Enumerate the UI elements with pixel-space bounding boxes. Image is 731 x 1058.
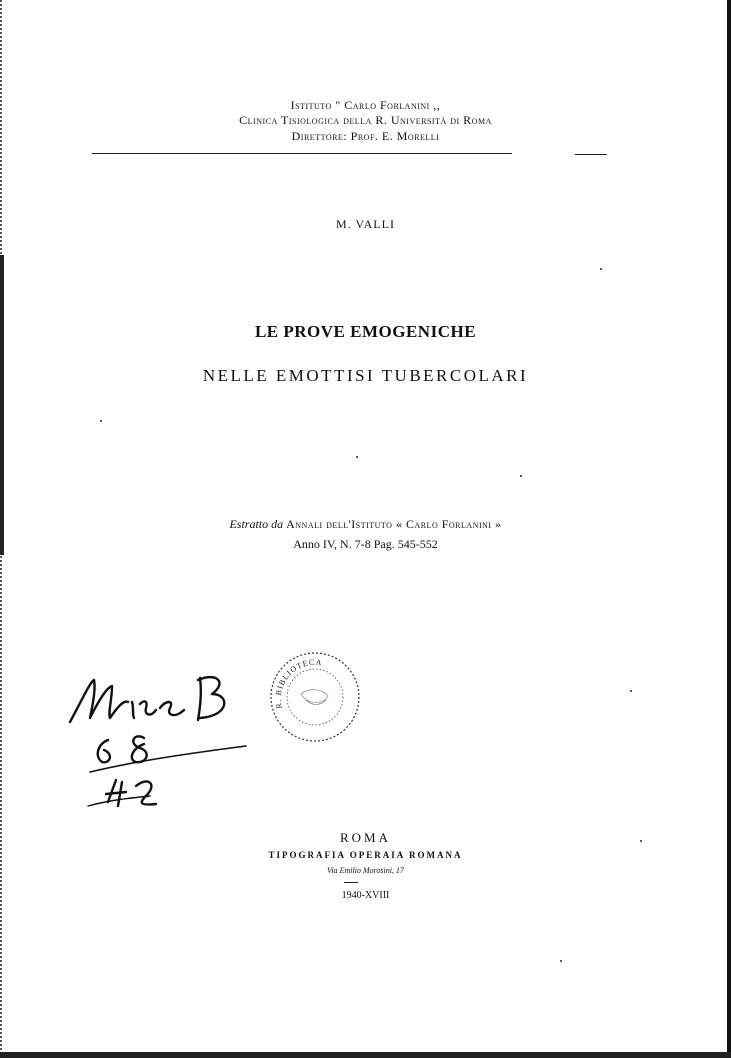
publisher-name: TIPOGRAFIA OPERAIA ROMANA <box>268 850 463 860</box>
extract-source: Annali dell'Istituto « Carlo Forlanini » <box>286 517 502 531</box>
scan-speck <box>600 268 602 270</box>
extract-prefix: Estratto da <box>229 517 284 531</box>
publisher-rule <box>344 882 358 883</box>
header-director: Direttore: Prof. E. Morelli <box>291 129 440 143</box>
scan-speck <box>560 960 562 962</box>
publisher-city: ROMA <box>339 830 391 845</box>
header-institute: Istituto " Carlo Forlanini ,, <box>290 98 441 112</box>
scan-speck <box>630 690 632 692</box>
author-name: M. VALLI <box>336 217 395 231</box>
scan-speck <box>100 420 102 422</box>
extract-details: Anno IV, N. 7-8 Pag. 545-552 <box>293 537 438 551</box>
svg-text:R. BIBLIOTECA <box>274 658 323 710</box>
header-rule-fragment <box>575 154 607 155</box>
scan-speck <box>640 840 642 842</box>
stamp-text: R. BIBLIOTECA <box>273 657 323 710</box>
publisher-address: Via Emilio Morosini, 17 <box>327 866 404 875</box>
handwritten-shelfmark <box>60 660 260 810</box>
scan-speck <box>520 475 522 477</box>
header-rule <box>92 153 512 154</box>
scan-edge-bottom <box>0 1052 731 1058</box>
header-clinic: Clinica Tisiologica della R. Università di Roma <box>239 113 492 127</box>
extract-source-line <box>0 517 731 532</box>
title-line-1: LE PROVE EMOGENICHE <box>254 322 477 341</box>
publisher-year: 1940-XVIII <box>341 890 390 901</box>
scan-edge-left-bar <box>0 255 4 555</box>
separator-dot <box>356 456 358 458</box>
title-line-2: NELLE EMOTTISI TUBERCOLARI <box>202 366 529 385</box>
library-stamp <box>268 650 362 744</box>
